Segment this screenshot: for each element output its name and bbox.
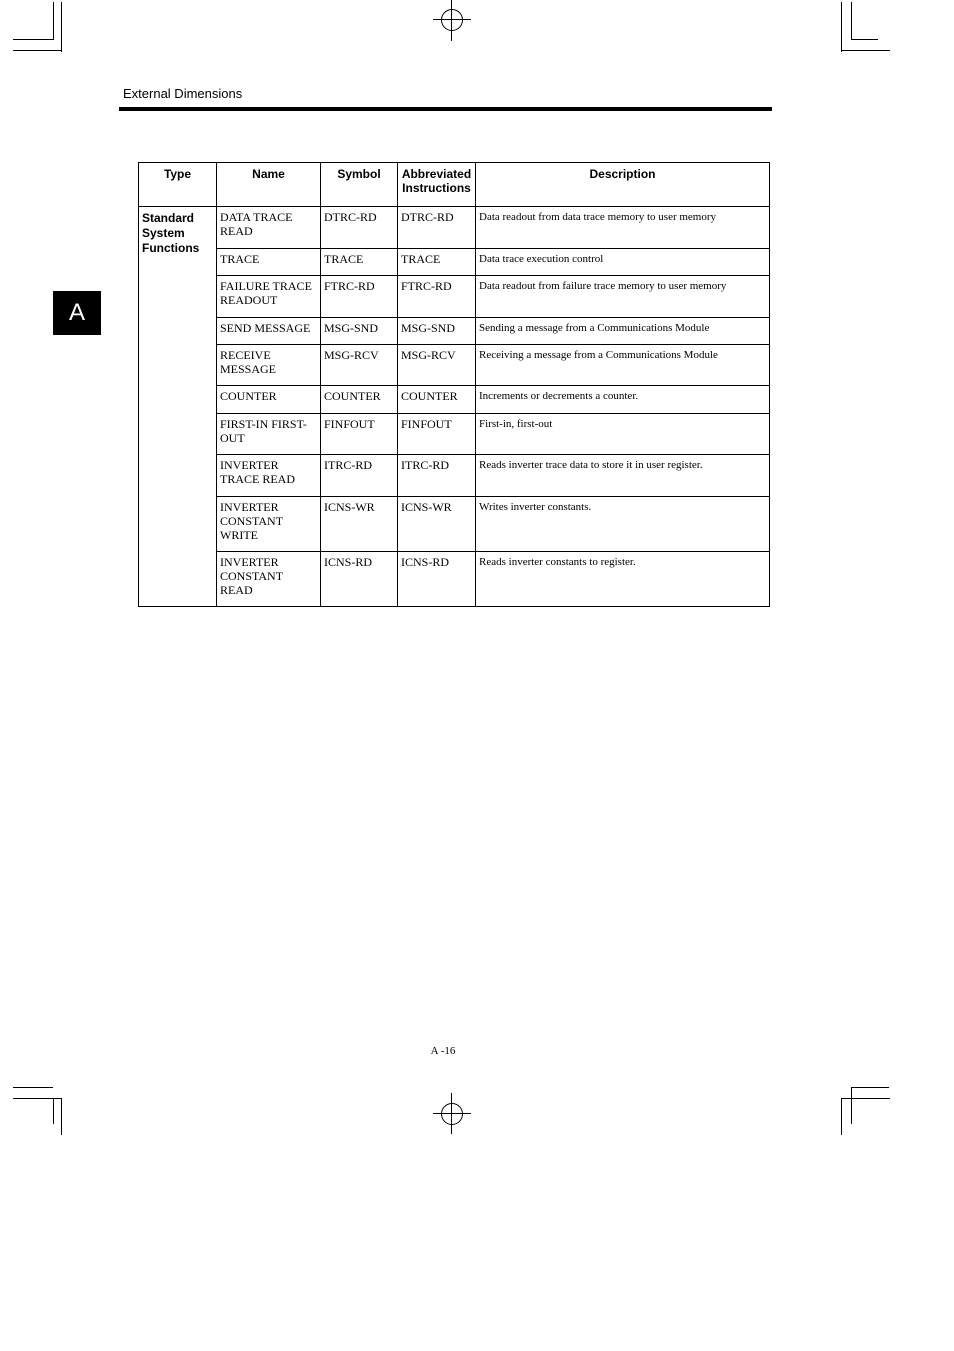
table-row — [139, 207, 770, 249]
table-row — [139, 414, 770, 455]
abbrev-cell: TRACE — [398, 249, 476, 276]
description-cell: Writes inverter constants. — [476, 497, 770, 552]
description-cell: Receiving a message from a Communications Module — [476, 345, 770, 386]
table-header-row — [139, 163, 770, 207]
table-row — [139, 455, 770, 497]
symbol-cell: TRACE — [321, 249, 398, 276]
name-cell: COUNTER — [217, 386, 321, 414]
name-cell: INVERTER TRACE READ — [217, 455, 321, 497]
description-cell: Data readout from data trace memory to user memory — [476, 207, 770, 249]
name-cell: RECEIVE MESSAGE — [217, 345, 321, 386]
name-cell: FAILURE TRACE READOUT — [217, 276, 321, 318]
symbol-cell: DTRC-RD — [321, 207, 398, 249]
abbrev-cell: MSG-RCV — [398, 345, 476, 386]
appendix-tab: A — [53, 291, 101, 335]
type-cell: Standard System Functions — [139, 207, 217, 607]
abbrev-cell: FINFOUT — [398, 414, 476, 455]
description-cell: Reads inverter constants to register. — [476, 552, 770, 607]
column-header-name: Name — [217, 163, 321, 207]
name-cell: TRACE — [217, 249, 321, 276]
abbrev-cell: COUNTER — [398, 386, 476, 414]
column-header-type: Type — [139, 163, 217, 207]
name-cell: DATA TRACE READ — [217, 207, 321, 249]
symbol-cell: ICNS-WR — [321, 497, 398, 552]
symbol-cell: MSG-RCV — [321, 345, 398, 386]
name-cell: INVERTER CONSTANT READ — [217, 552, 321, 607]
name-cell: FIRST-IN FIRST-OUT — [217, 414, 321, 455]
table-row — [139, 497, 770, 552]
header-rule — [119, 107, 772, 111]
table-row — [139, 276, 770, 318]
abbrev-cell: ITRC-RD — [398, 455, 476, 497]
table-row — [139, 249, 770, 276]
description-cell: Sending a message from a Communications Module — [476, 318, 770, 345]
abbrev-cell: ICNS-WR — [398, 497, 476, 552]
table-row — [139, 552, 770, 607]
abbrev-cell: MSG-SND — [398, 318, 476, 345]
table-row — [139, 318, 770, 345]
symbol-cell: COUNTER — [321, 386, 398, 414]
description-cell: Increments or decrements a counter. — [476, 386, 770, 414]
symbol-cell: FINFOUT — [321, 414, 398, 455]
symbol-cell: ITRC-RD — [321, 455, 398, 497]
abbrev-cell: ICNS-RD — [398, 552, 476, 607]
column-header-description: Description — [476, 163, 770, 207]
name-cell: SEND MESSAGE — [217, 318, 321, 345]
abbrev-cell: FTRC-RD — [398, 276, 476, 318]
symbol-cell: MSG-SND — [321, 318, 398, 345]
description-cell: Data readout from failure trace memory to user memory — [476, 276, 770, 318]
description-cell: First-in, first-out — [476, 414, 770, 455]
description-cell: Reads inverter trace data to store it in user register. — [476, 455, 770, 497]
column-header-abbreviated: Abbreviated Instructions — [398, 163, 476, 207]
symbol-cell: ICNS-RD — [321, 552, 398, 607]
symbol-cell: FTRC-RD — [321, 276, 398, 318]
page-number: A -16 — [430, 1045, 456, 1057]
table-row — [139, 345, 770, 386]
abbrev-cell: DTRC-RD — [398, 207, 476, 249]
name-cell: INVERTER CONSTANT WRITE — [217, 497, 321, 552]
description-cell: Data trace execution control — [476, 249, 770, 276]
column-header-symbol: Symbol — [321, 163, 398, 207]
system-functions-table — [138, 162, 770, 607]
table-row — [139, 386, 770, 414]
running-header: External Dimensions — [123, 86, 243, 101]
